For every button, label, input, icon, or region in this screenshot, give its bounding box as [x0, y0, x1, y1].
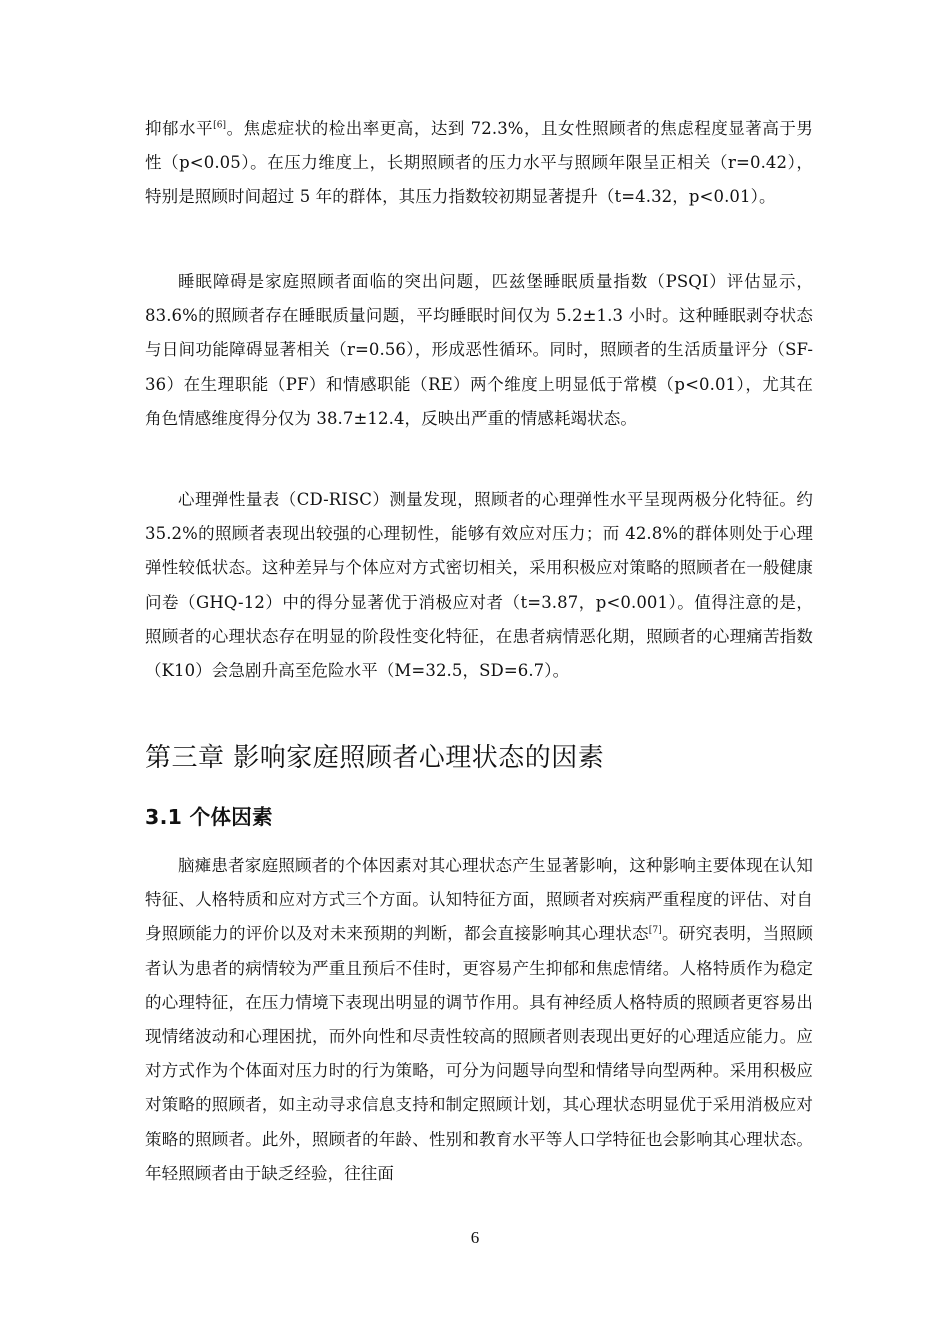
paragraph-sleep-disorder: 睡眠障碍是家庭照顾者面临的突出问题，匹兹堡睡眠质量指数（PSQI）评估显示，83.6%的照顾者存在睡眠质量问题，平均睡眠时间仅为 5.2±1.3 小时。这种睡眠剥夺状态与日间功能障碍显著相关（r=0.56），形成恶性循环。同时，照顾者的生活质量评分（SF-36）在生理职能（PF）和情感职能（RE）两个维度上明显低于常模（p<0.01），尤其在角色情感维度得分仅为 38.7±12.4，反映出严重的情感耗竭状态。 — [145, 272, 813, 428]
paragraph-text: 。焦虑症状的检出率更高，达到 72.3%，且女性照顾者的焦虑程度显著高于男性（p<0.05）。在压力维度上，长期照顾者的压力水平与照顾年限呈正相关（r=0.42），特别是照顾时间超过 5 年的群体，其压力指数较初期显著提升（t=4.32，p<0.01）。 — [145, 119, 813, 207]
section-heading: 3.1 个体因素 — [145, 805, 273, 829]
paragraph-individual-factors — [145, 849, 813, 1191]
citation-reference[interactable]: [6] — [213, 120, 227, 131]
paragraph-text: 抑郁水平 — [145, 119, 214, 138]
paragraph-text: 。研究表明，当照顾者认为患者的病情较为严重且预后不佳时，更容易产生抑郁和焦虑情绪。人格特质作为稳定的心理特征，在压力情境下表现出明显的调节作用。具有神经质人格特质的照顾者更容易出现情绪波动和心理困扰，而外向性和尽责性较高的照顾者则表现出更好的心理适应能力。应对方式作为个体面对压力时的行为策略，可分为问题导向型和情绪导向型两种。采用积极应对策略的照顾者，如主动寻求信息支持和制定照顾计划，其心理状态明显优于采用消极应对策略的照顾者。此外，照顾者的年龄、性别和教育水平等人口学特征也会影响其心理状态。年轻照顾者由于缺乏经验，往往面 — [145, 924, 813, 1183]
chapter-heading: 第三章 影响家庭照顾者心理状态的因素 — [145, 743, 605, 773]
paragraph-resilience: 心理弹性量表（CD-RISC）测量发现，照顾者的心理弹性水平呈现两极分化特征。约 35.2%的照顾者表现出较强的心理韧性，能够有效应对压力；而 42.8%的群体则处于心理弹性较低状态。这种差异与个体应对方式密切相关，采用积极应对策略的照顾者在一般健康问卷（GHQ-12）中的得分显著优于消极应对者（t=3.87，p<0.001）。值得注意的是，照顾者的心理状态存在明显的阶段性变化特征，在患者病情恶化期，照顾者的心理痛苦指数（K10）会急剧升高至危险水平（M=32.5，SD=6.7）。 — [145, 490, 813, 681]
citation-reference[interactable]: [7] — [648, 925, 662, 936]
paragraph-depression-anxiety — [145, 112, 813, 215]
paragraph-text: 脑瘫患者家庭照顾者的个体因素对其心理状态产生显著影响，这种影响主要体现在认知特征、人格特质和应对方式三个方面。认知特征方面，照顾者对疾病严重程度的评估、对自身照顾能力的评价以及对未来预期的判断，都会直接影响其心理状态 — [145, 856, 813, 944]
page-number: 6 — [470, 1228, 480, 1247]
